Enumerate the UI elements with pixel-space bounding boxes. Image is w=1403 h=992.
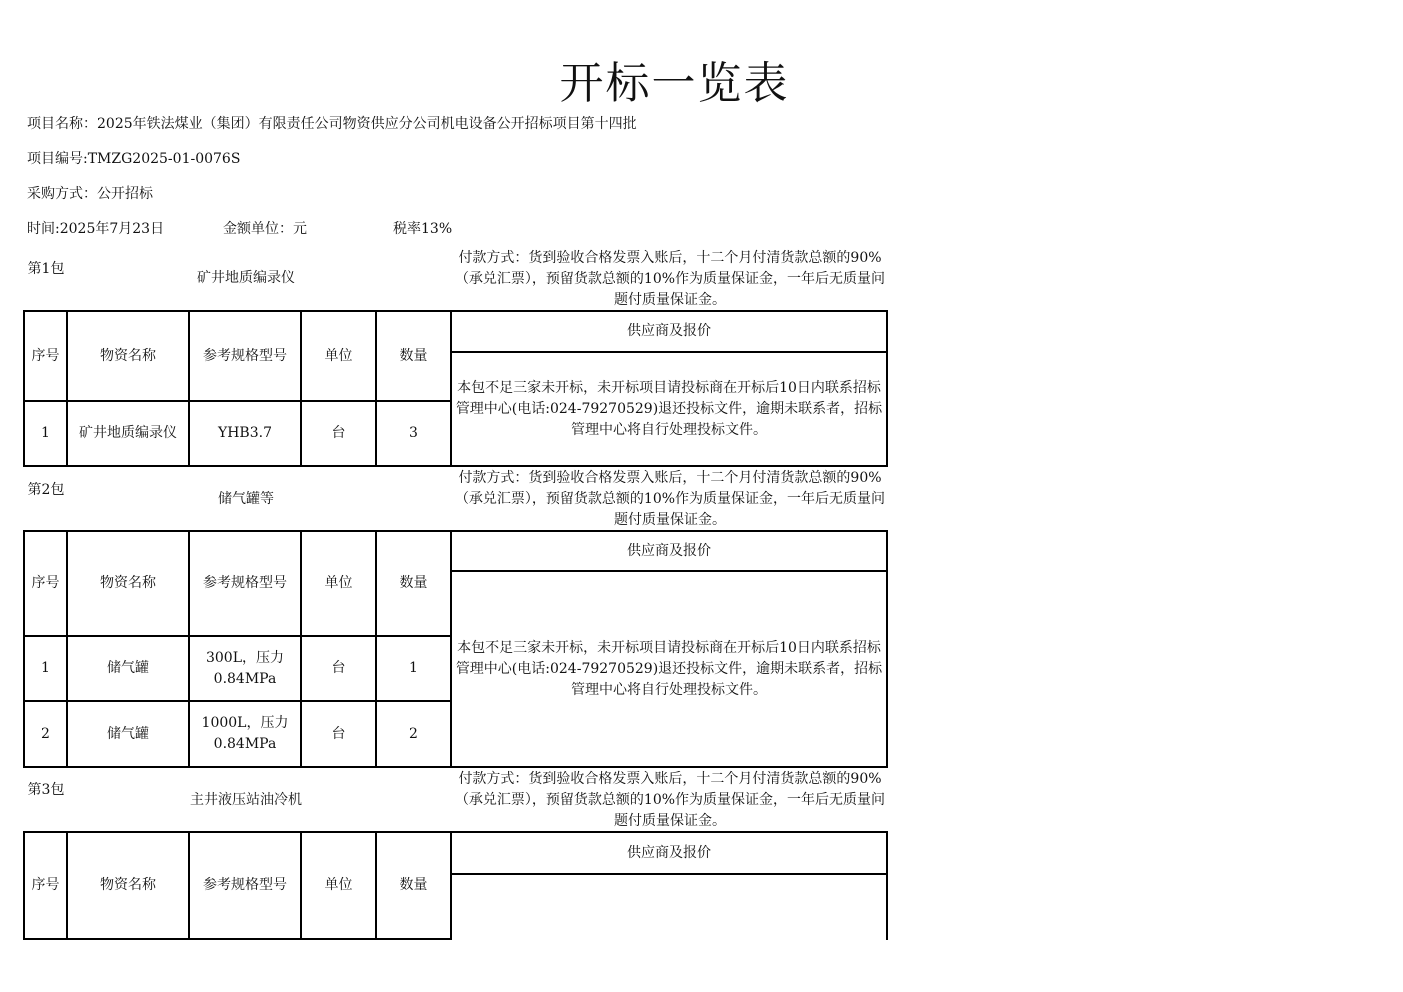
project-code: 项目编号:TMZG2025-01-0076S	[27, 151, 241, 167]
table-cell-spec: YHB3.7	[190, 402, 302, 467]
header-supplier: 供应商及报价	[452, 831, 888, 875]
amount-unit: 金额单位：元	[223, 221, 307, 237]
package-2-header	[24, 468, 888, 530]
package-2-table	[23, 530, 888, 768]
header-supplier: 供应商及报价	[452, 310, 888, 353]
header-spec: 参考规格型号	[190, 831, 302, 940]
table-cell-qty: 1	[377, 637, 452, 702]
package-2-payment-terms: 付款方式：货到验收合格发票入账后，十二个月付清货款总额的90%（承兑汇票），预留货款总额的10%作为质量保证金，一年后无质量问题付质量保证金。	[454, 470, 886, 528]
package-3-header	[24, 769, 888, 831]
table-cell-name: 储气罐	[68, 637, 190, 702]
package-1-table	[23, 310, 888, 467]
project-name: 项目名称：2025年铁法煤业（集团）有限责任公司物资供应分公司机电设备公开招标项目第十四批	[27, 116, 637, 132]
table-cell-qty: 3	[377, 402, 452, 467]
header-qty: 数量	[377, 530, 452, 637]
header-name: 物资名称	[68, 831, 190, 940]
package-3-payment-terms: 付款方式：货到验收合格发票入账后，十二个月付清货款总额的90%（承兑汇票），预留货款总额的10%作为质量保证金，一年后无质量问题付质量保证金。	[454, 771, 886, 829]
tax-rate: 税率13%	[393, 221, 453, 237]
header-spec: 参考规格型号	[190, 310, 302, 402]
table-cell-unit: 台	[302, 702, 377, 768]
package-1-name: 矿井地质编录仪	[197, 270, 295, 286]
table-cell-seq: 1	[23, 402, 68, 467]
package-2-name: 储气罐等	[218, 491, 274, 507]
table-cell-spec: 300L，压力0.84MPa	[190, 637, 302, 702]
table-cell-unit: 台	[302, 637, 377, 702]
package-2-notice: 本包不足三家未开标，未开标项目请投标商在开标后10日内联系招标管理中心(电话:024-79270529)退还投标文件，逾期未联系者，招标管理中心将自行处理投标文件。	[452, 572, 888, 768]
package-2-label: 第2包	[27, 482, 65, 498]
package-3-label: 第3包	[27, 782, 65, 798]
header-unit: 单位	[302, 831, 377, 940]
header-seq: 序号	[23, 310, 68, 402]
package-3-name: 主井液压站油冷机	[190, 792, 302, 808]
header-qty: 数量	[377, 831, 452, 940]
header-spec: 参考规格型号	[190, 530, 302, 637]
table-cell-seq: 1	[23, 637, 68, 702]
header-unit: 单位	[302, 530, 377, 637]
table-cell-seq: 2	[23, 702, 68, 768]
package-1-payment-terms: 付款方式：货到验收合格发票入账后，十二个月付清货款总额的90%（承兑汇票），预留货款总额的10%作为质量保证金，一年后无质量问题付质量保证金。	[454, 250, 886, 308]
procurement-method: 采购方式：公开招标	[27, 186, 153, 202]
header-name: 物资名称	[68, 310, 190, 402]
package-3-supplier-area	[452, 875, 888, 940]
header-supplier: 供应商及报价	[452, 530, 888, 572]
header-qty: 数量	[377, 310, 452, 402]
package-3-table	[23, 831, 888, 941]
page-title: 开标一览表	[559, 58, 790, 109]
bid-time: 时间:2025年7月23日	[27, 221, 165, 237]
header-seq: 序号	[23, 530, 68, 637]
table-cell-name: 矿井地质编录仪	[68, 402, 190, 467]
table-cell-qty: 2	[377, 702, 452, 768]
package-1-header	[24, 248, 888, 310]
header-name: 物资名称	[68, 530, 190, 637]
table-cell-name: 储气罐	[68, 702, 190, 768]
package-1-notice: 本包不足三家未开标，未开标项目请投标商在开标后10日内联系招标管理中心(电话:024-79270529)退还投标文件，逾期未联系者，招标管理中心将自行处理投标文件。	[452, 353, 888, 467]
package-1-label: 第1包	[27, 261, 65, 277]
table-cell-spec: 1000L，压力0.84MPa	[190, 702, 302, 768]
meta-line	[27, 219, 452, 239]
table-cell-unit: 台	[302, 402, 377, 467]
header-unit: 单位	[302, 310, 377, 402]
header-seq: 序号	[23, 831, 68, 940]
